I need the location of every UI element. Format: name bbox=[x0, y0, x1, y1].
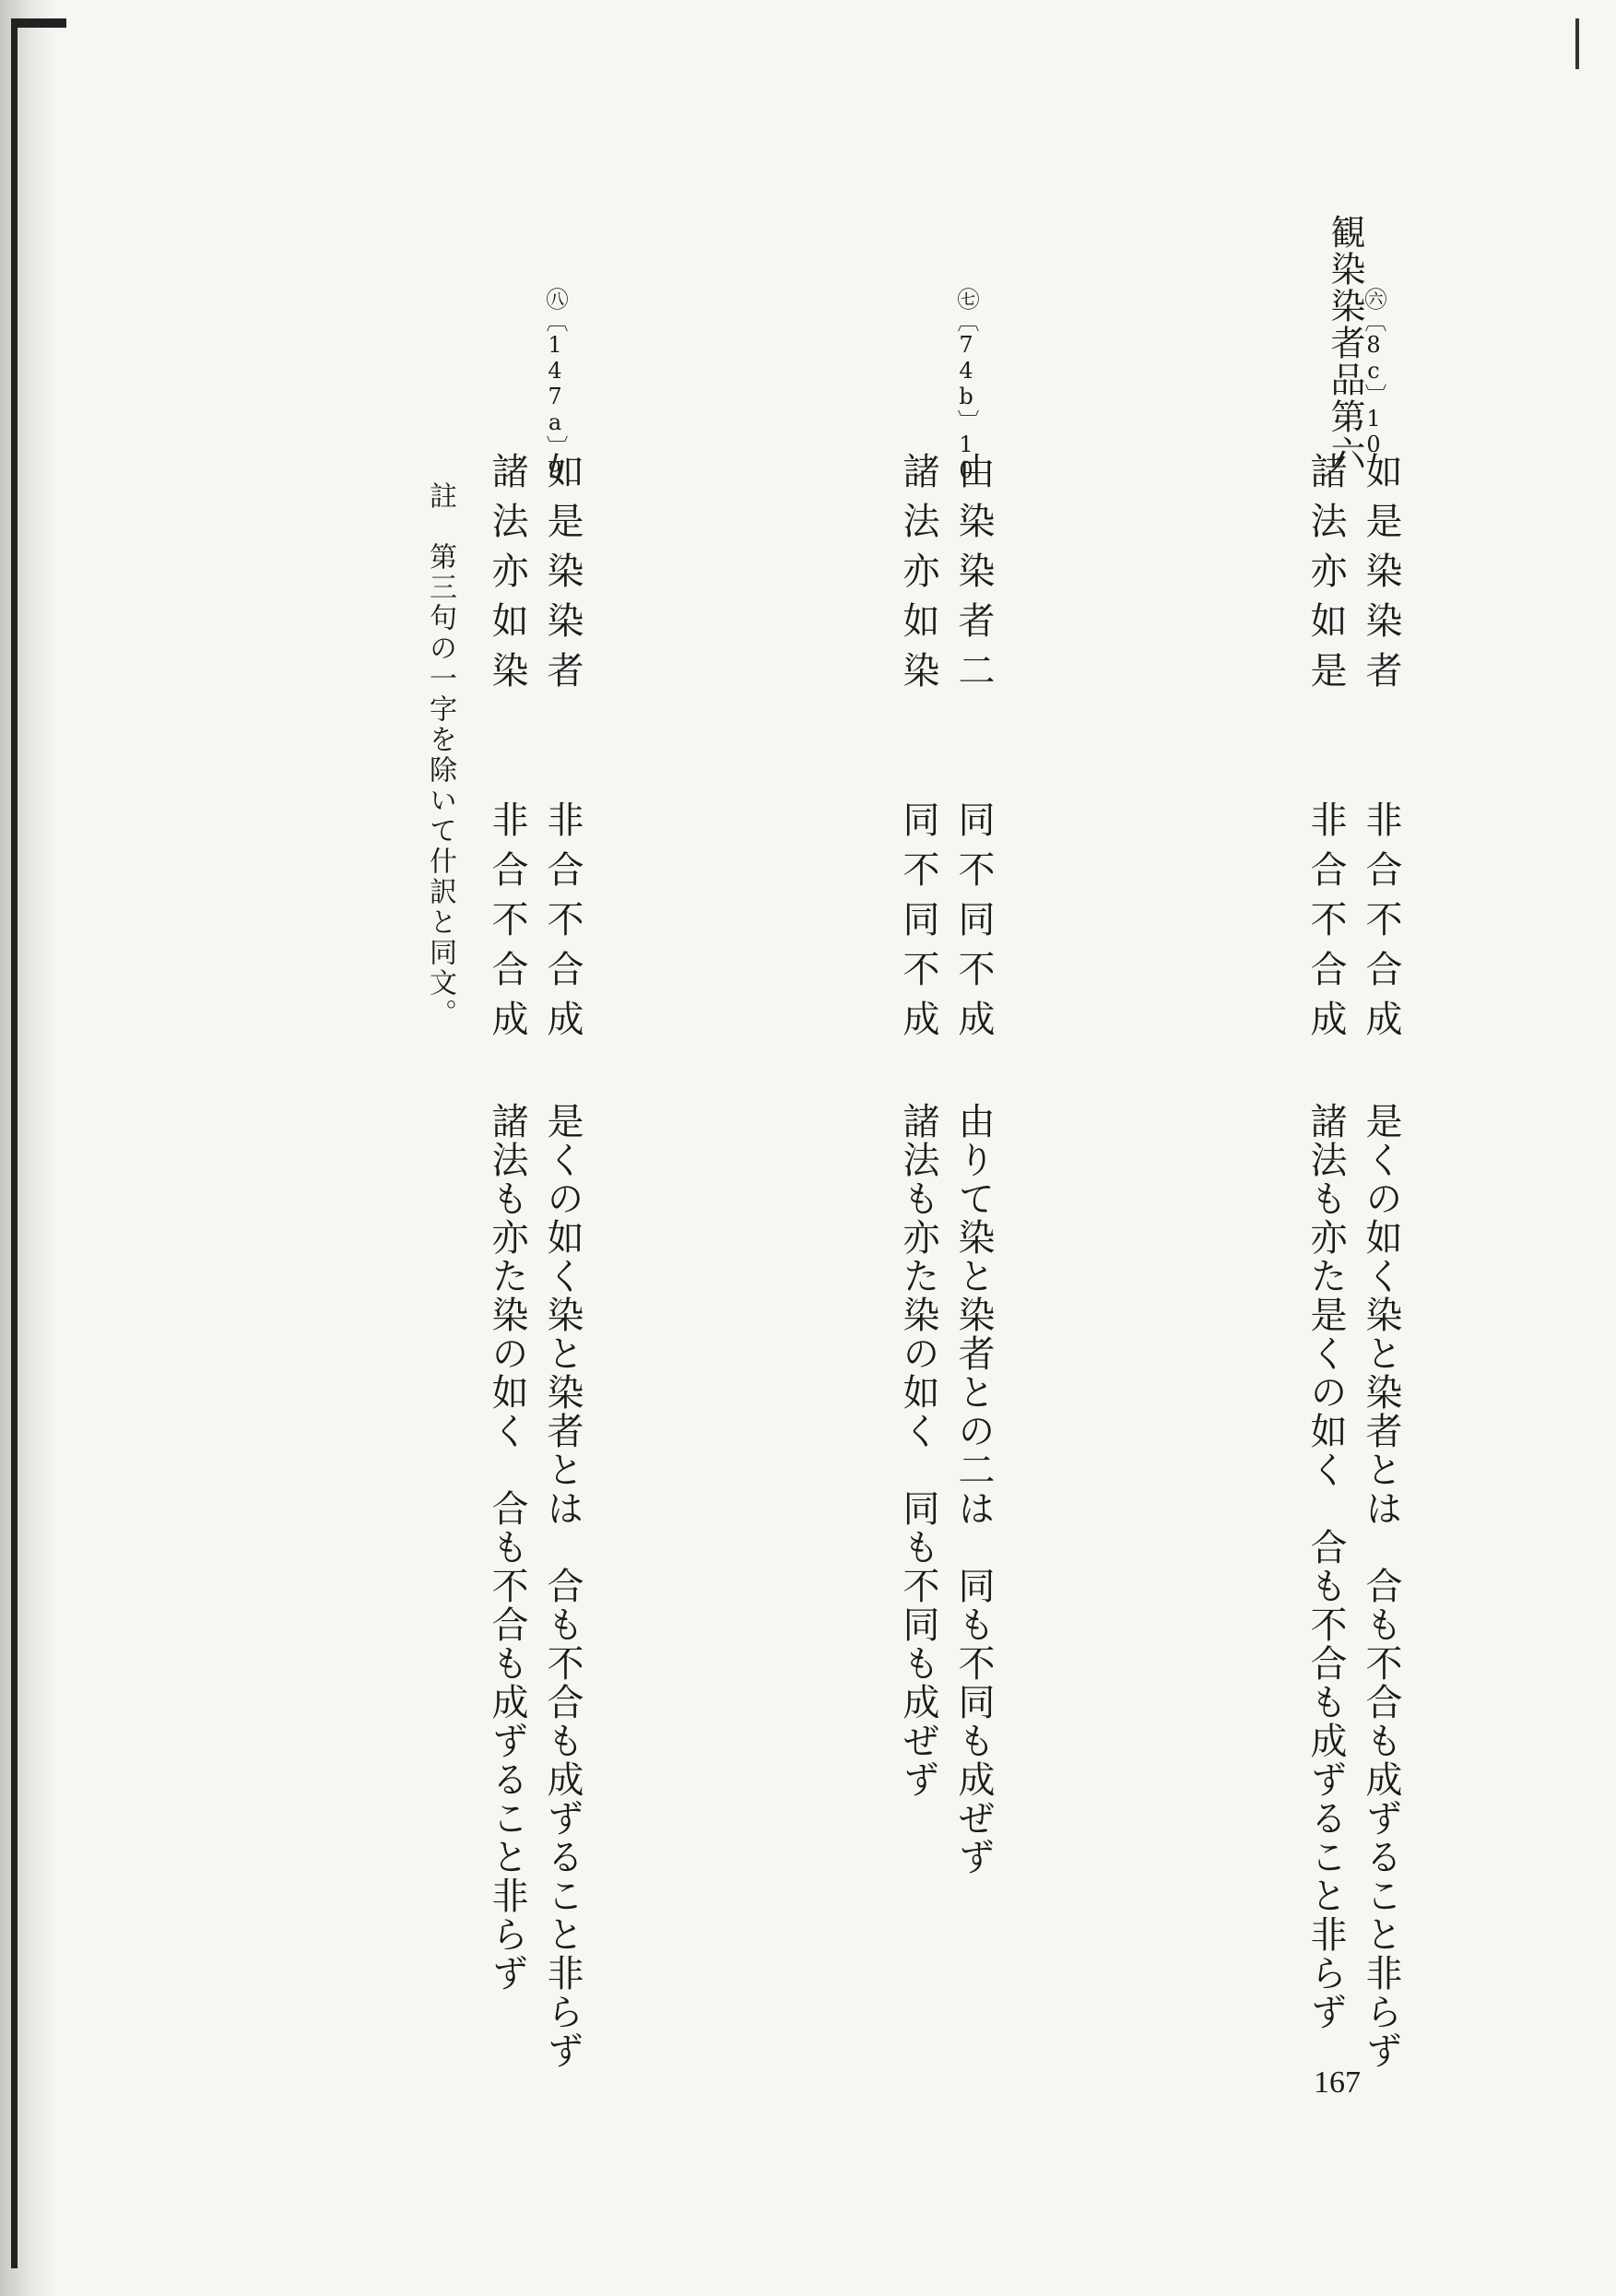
binding-tick bbox=[11, 18, 66, 28]
running-header: 観染染者品第六 bbox=[1325, 214, 1365, 472]
verse-2-translation-1: 由りて染と染者との二は 同も不同も成ぜず bbox=[952, 1102, 995, 1876]
verse-2-line-1: 由染染者二 同不同不成 bbox=[952, 452, 995, 1049]
binding-rule bbox=[11, 18, 18, 2268]
verse-1-translation-2: 諸法も亦た是くの如く 合も不合も成ずること非らず bbox=[1304, 1102, 1347, 2031]
verse-3-reference: ㊇〔147a〕9 bbox=[542, 288, 568, 483]
corner-mark bbox=[1575, 18, 1579, 69]
binding-edge bbox=[0, 0, 55, 2296]
verse-3-translation-1: 是くの如く染と染者とは 合も不合も成ずること非らず bbox=[541, 1102, 584, 2070]
verse-1-line-2: 諸法亦如是 非合不合成 bbox=[1304, 452, 1347, 1049]
verse-3-translation-2: 諸法も亦た染の如く 合も不合も成ずること非らず bbox=[486, 1102, 528, 1993]
verse-2-line-2: 諸法亦如染 同不同不成 bbox=[897, 452, 939, 1049]
page-number: 167 bbox=[1314, 2065, 1361, 2100]
verse-2-reference: ㊆〔74b〕10 bbox=[953, 288, 979, 483]
verse-3-line-2: 諸法亦如染 非合不合成 bbox=[486, 452, 528, 1049]
verse-3-line-1: 如是染染者 非合不合成 bbox=[541, 452, 584, 1049]
footnote: 註 第三句の一字を除いて什訳と同文。 bbox=[424, 481, 456, 1029]
verse-2-translation-2: 諸法も亦た染の如く 同も不同も成ぜず bbox=[897, 1102, 939, 1799]
verse-1-reference: ㊅〔8c〕10 bbox=[1361, 288, 1386, 457]
verse-1-line-1: 如是染染者 非合不合成 bbox=[1360, 452, 1402, 1049]
verse-1-translation-1: 是くの如く染と染者とは 合も不合も成ずること非らず bbox=[1360, 1102, 1402, 2070]
